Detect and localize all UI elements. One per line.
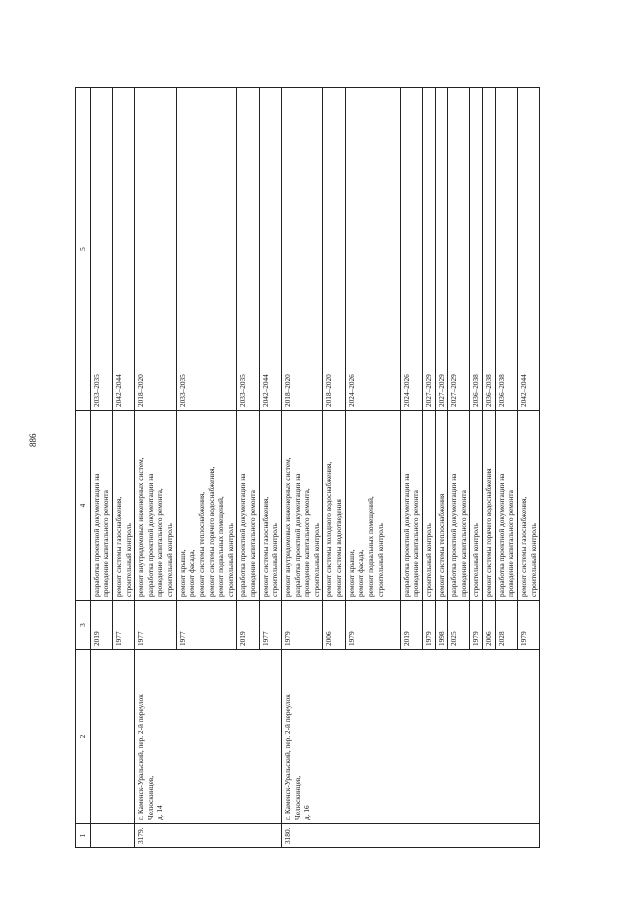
work-description-cell: ремонт системы газоснабжения, строительный контроль [517,411,539,601]
year-cell: 1979 [345,601,400,650]
header-col-3: 3 [76,601,91,650]
work-description-cell: разработка проектной документации на проведение капитального ремонта [400,411,422,601]
period-cell: 2036–2038 [470,88,483,411]
year-cell: 2006 [483,601,496,650]
period-cell: 2033–2035 [90,88,112,411]
period-cell: 2027–2029 [422,88,435,411]
year-cell: 1977 [259,601,281,650]
year-cell: 1977 [176,601,237,650]
work-description-cell: ремонт системы горячего водоснабжения [483,411,496,601]
period-cell: 2033–2035 [176,88,237,411]
year-cell: 2025 [448,601,470,650]
work-description-cell: разработка проектной документации на проведение капитального ремонта [495,411,517,601]
year-cell: 1977 [135,601,177,650]
work-description-cell: ремонт внутридомовых инженерных систем, разработка проектной документации на проведение капитального ремонта, строительный контроль [281,411,323,601]
period-cell: 2027–2029 [448,88,470,411]
work-description-cell: ремонт крыши, ремонт фасада, ремонт системы теплоснабжения, ремонт системы горячего водоснабжения, ремонт подвальных помещений, строительный контроль [176,411,237,601]
period-cell: 2027–2029 [435,88,448,411]
header-col-5: 5 [76,88,91,411]
address-cell: г. Каменск-Уральский, пер. 2-й переулок Челюскинцев, д. 16 [281,650,539,824]
work-description-cell: ремонт внутридомовых инженерных систем, разработка проектной документации на проведение капитального ремонта, строительный контроль [135,411,177,601]
work-description-cell: ремонт системы газоснабжения, строительный контроль [112,411,134,601]
repair-schedule-table [75,87,540,848]
year-cell: 2028 [495,601,517,650]
work-description-cell: ремонт крыши, ремонт фасада, ремонт подвальных помещений, строительный контроль [345,411,400,601]
work-description-cell: ремонт системы теплоснабжения [435,411,448,601]
table-row [135,88,177,848]
page-number: 886 [28,433,38,447]
year-cell: 2019 [237,601,259,650]
period-cell: 2018–2020 [323,88,345,411]
table-row [90,88,112,848]
work-description-cell: ремонт системы газоснабжения, строительный контроль [259,411,281,601]
year-cell: 1979 [470,601,483,650]
year-cell: 1979 [422,601,435,650]
header-row [76,88,91,848]
year-cell: 2019 [90,601,112,650]
work-description-cell: ремонт системы холодного водоснабжения, ремонт системы водоотведения [323,411,345,601]
header-col-4: 4 [76,411,91,601]
year-cell: 1977 [112,601,134,650]
row-number-cell: 3179. [135,824,282,848]
period-cell: 2024–2026 [400,88,422,411]
period-cell: 2024–2026 [345,88,400,411]
year-cell: 2006 [323,601,345,650]
year-cell: 1979 [517,601,539,650]
work-description-cell: строительный контроль [470,411,483,601]
row-number-cell [90,824,135,848]
period-cell: 2042–2044 [517,88,539,411]
period-cell: 2036–2038 [495,88,517,411]
rotated-table-container [75,88,585,848]
address-cell: г. Каменск-Уральский, пер. 2-й переулок Челюскинцев, д. 14 [135,650,282,824]
year-cell: 1998 [435,601,448,650]
work-description-cell: строительный контроль [422,411,435,601]
table-row [281,88,323,848]
header-col-2: 2 [76,650,91,824]
work-description-cell: разработка проектной документации на проведение капитального ремонта [90,411,112,601]
table-body [90,88,540,848]
period-cell: 2033–2035 [237,88,259,411]
period-cell: 2018–2020 [281,88,323,411]
year-cell: 1979 [281,601,323,650]
period-cell: 2036–2038 [483,88,496,411]
period-cell: 2042–2044 [112,88,134,411]
period-cell: 2018–2020 [135,88,177,411]
header-col-1: 1 [76,824,91,848]
year-cell: 2019 [400,601,422,650]
work-description-cell: разработка проектной документации на проведение капитального ремонта [448,411,470,601]
row-number-cell: 3180. [281,824,539,848]
work-description-cell: разработка проектной документации на проведение капитального ремонта [237,411,259,601]
address-cell [90,650,135,824]
period-cell: 2042–2044 [259,88,281,411]
